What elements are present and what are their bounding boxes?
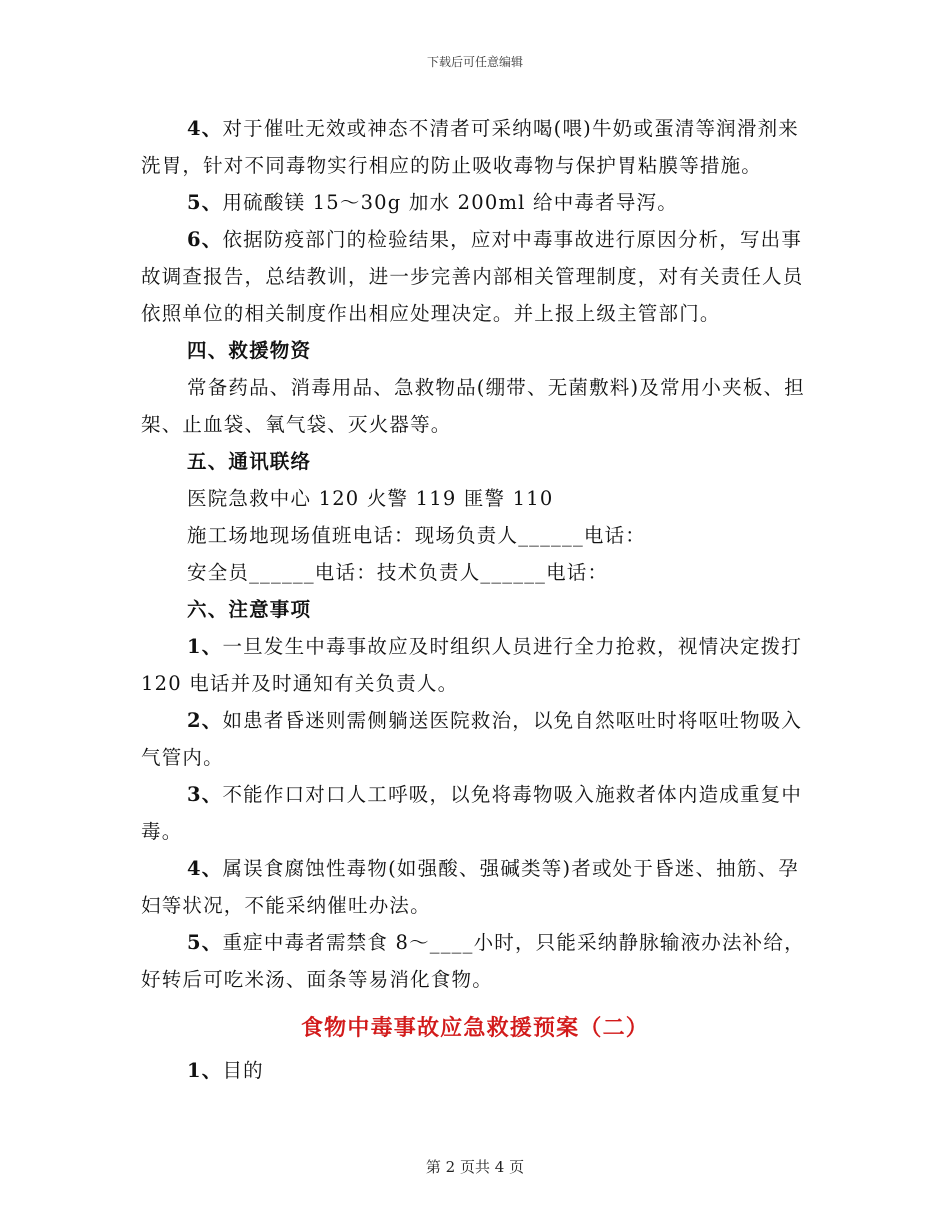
paragraph-item-4 [141, 110, 809, 184]
item-text: 属误食腐蚀性毒物(如强酸、强碱类等)者或处于昏迷、抽筋、孕妇等状况，不能采纳催吐办法。 [141, 857, 799, 917]
item-text: 不能作口对口人工呼吸，以免将毒物吸入施救者体内造成重复中毒。 [141, 783, 803, 843]
item-number: 5、 [187, 191, 223, 214]
item-number: 4、 [187, 117, 223, 140]
page-footer: 第 2 页共 4 页 [425, 1158, 525, 1176]
page-header: 下载后可任意编辑 [426, 55, 523, 69]
note-item-4 [141, 850, 809, 924]
note-item-1 [141, 628, 809, 702]
document-title: 食物中毒事故应急救援预案（二） [300, 1015, 649, 1041]
section-item-1 [141, 1052, 809, 1089]
contact-line-emergency: 医院急救中心 120 火警 119 匪警 110 [187, 487, 554, 510]
item-text: 依据防疫部门的检验结果，应对中毒事故进行原因分析，写出事故调查报告，总结教训，进一步完善内部相关管理制度，对有关责任人员依照单位的相关制度作出相应处理决定。并上报上级主管部门。 [141, 228, 804, 325]
note-item-5 [141, 924, 809, 998]
contact-line-safety: 安全员______电话：技术负责人______电话： [187, 561, 609, 584]
supplies-paragraph: 常备药品、消毒用品、急救物品(绷带、无菌敷料)及常用小夹板、担架、止血袋、氧气袋、灭火器等。 [141, 376, 805, 436]
item-number: 1、 [187, 1059, 223, 1082]
item-number: 3、 [187, 783, 223, 806]
item-number: 1、 [187, 635, 223, 658]
item-number: 5、 [187, 931, 223, 954]
item-number: 6、 [187, 228, 223, 251]
contact-line-site: 施工场地现场值班电话：现场负责人______电话： [187, 524, 647, 547]
item-text: 对于催吐无效或神态不清者可采纳喝(喂)牛奶或蛋清等润滑剂来洗胃，针对不同毒物实行相应的防止吸收毒物与保护胃粘膜等措施。 [141, 117, 799, 177]
paragraph-item-5 [141, 184, 809, 221]
section-heading-supplies: 四、救援物资 [187, 339, 312, 362]
note-item-3 [141, 776, 809, 850]
item-text: 如患者昏迷则需侧躺送医院救治，以免自然呕吐时将呕吐物吸入气管内。 [141, 709, 803, 769]
note-item-2 [141, 702, 809, 776]
item-text: 一旦发生中毒事故应及时组织人员进行全力抢救，视情决定拨打 120 电话并及时通知有关负责人。 [141, 635, 803, 695]
item-number: 4、 [187, 857, 223, 880]
section-heading-notes: 六、注意事项 [187, 598, 312, 621]
item-text: 目的 [222, 1059, 264, 1082]
document-body [141, 110, 809, 1089]
section-heading-contacts: 五、通讯联络 [187, 450, 312, 473]
paragraph-item-6 [141, 221, 809, 332]
item-number: 2、 [187, 709, 223, 732]
item-text: 用硫酸镁 15～30g 加水 200ml 给中毒者导泻。 [222, 191, 678, 214]
item-text: 重症中毒者需禁食 8～____小时，只能采纳静脉输液办法补给，好转后可吃米汤、面条等易消化食物。 [141, 931, 805, 991]
